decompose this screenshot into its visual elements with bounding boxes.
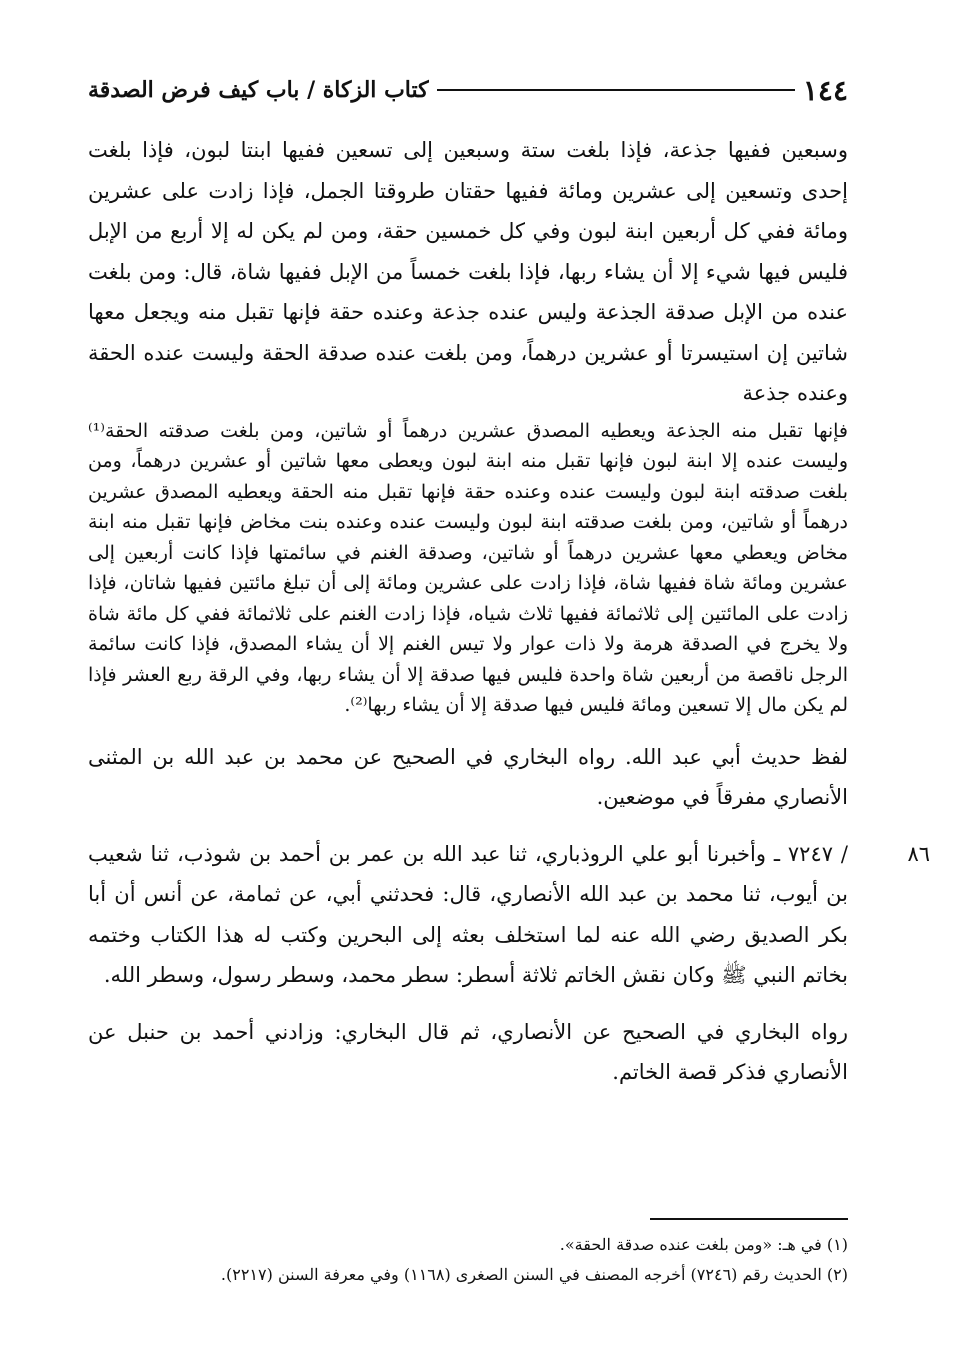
header-rule [437,89,795,91]
page-number: ١٤٤ [802,73,848,107]
footnotes [88,1230,848,1290]
footnote-separator [650,1218,848,1220]
main-text [88,130,930,1093]
footnote-2: (٢) الحديث رقم (٧٢٤٦) أخرجه المصنف في السنن الصغرى (١١٦٨) وفي معرفة السنن (٢٢١٧). [220,1265,848,1284]
paragraph-5: رواه البخاري في الصحيح عن الأنصاري، ثم قال البخاري: وزادني أحمد بن حنبل عن الأنصاري فذكر قصة الخاتم. [88,1019,848,1084]
margin-page-marker: ٨٦ [907,841,930,866]
paragraph-4: / ٧٢٤٧ ـ وأخبرنا أبو علي الروذباري، ثنا عبد الله بن عمر بن أحمد بن شوذب، ثنا شعيب بن أيوب، ثنا محمد بن عبد الله الأنصاري، قال: فحدثني أبي، عن ثمامة، عن أنس أن أبا بكر الصديق رضي الله عنه لما استخلف بعثه إلى البحرين وكتب له هذا الكتاب وختمه بخاتم النبي ﷺ وكان نقش الخاتم ثلاثة أسطر: سطر محمد، وسطر رسول، وسطر الله. [88,841,848,987]
paragraph-2: فإنها تقبل منه الجذعة ويعطيه المصدق عشرين درهماً أو شاتين، ومن بلغت صدقته الحقة⁽¹⁾ وليست عنده إلا ابنة لبون فإنها تقبل منه ابنة لبون ويعطى معها شاتين أو عشرين درهماً، ومن بلغت صدقته ابنة لبون وليست عنده وعنده حقة فإنها تقبل منه الحقة ويعطيه المصدق عشرين درهماً أو شاتين، ومن بلغت صدقته ابنة لبون وليست عنده وعنده بنت مخاض فإنها تقبل منه ابنة مخاض ويعطي معها عشرين درهماً أو شاتين، وصدقة الغنم في سائمتها فإذا كانت أربعين إلى عشرين ومائة شاة ففيها شاة، فإذا زادت على عشرين ومائة إلى أن تبلغ مائتين ففيها شاتان، فإذا زادت على المائتين إلى ثلاثمائة ففيها ثلاث شياه، فإذا زادت الغنم على ثلاثمائة ففي كل مائة شاة ولا يخرج في الصدقة هرمة ولا ذات عوار ولا تيس الغنم إلا أن يشاء المصدق، فإذا كانت سائمة الرجل ناقصة من أربعين شاة واحدة فليس فيها صدقة إلا أن يشاء ربها، وفي الرقة ربع العشر فإذا لم يكن مال إلا تسعين ومائة فليس فيها صدقة إلا أن يشاء ربها⁽²⁾. [88,419,848,716]
hadith-block [88,834,930,996]
page-header [88,70,848,110]
paragraph-3: لفظ حديث أبي عبد الله. رواه البخاري في الصحيح عن محمد بن عبد الله بن المثنى الأنصاري مفرقاً في موضعين. [88,744,848,809]
footnote-1: (١) في هـ: «ومن بلغت عنده صدقة الحقة». [559,1235,848,1254]
running-title: كتاب الزكاة / باب كيف فرض الصدقة [88,77,429,103]
paragraph-1: وسبعين ففيها جذعة، فإذا بلغت ستة وسبعين إلى تسعين ففيها ابنتا لبون، فإذا بلغت إحدى وتسعين إلى عشرين ومائة ففيها حقتان طروقتا الجمل، فإذا زادت على عشرين ومائة ففي كل أربعين ابنة لبون وفي كل خمسين حقة، ومن لم يكن له إلا أربع من الإبل فليس فيها شيء إلا أن يشاء ربها، فإذا بلغت خمساً من الإبل ففيها شاة، قال: ومن بلغت عنده من الإبل صدقة الجذعة وليس عنده جذعة وعنده حقة فإنها تقبل منه ويجعل معها شاتين إن استيسرتا أو عشرين درهماً، ومن بلغت عنده صدقة الحقة وليست عنده الحقة وعنده جذعة [88,138,848,405]
